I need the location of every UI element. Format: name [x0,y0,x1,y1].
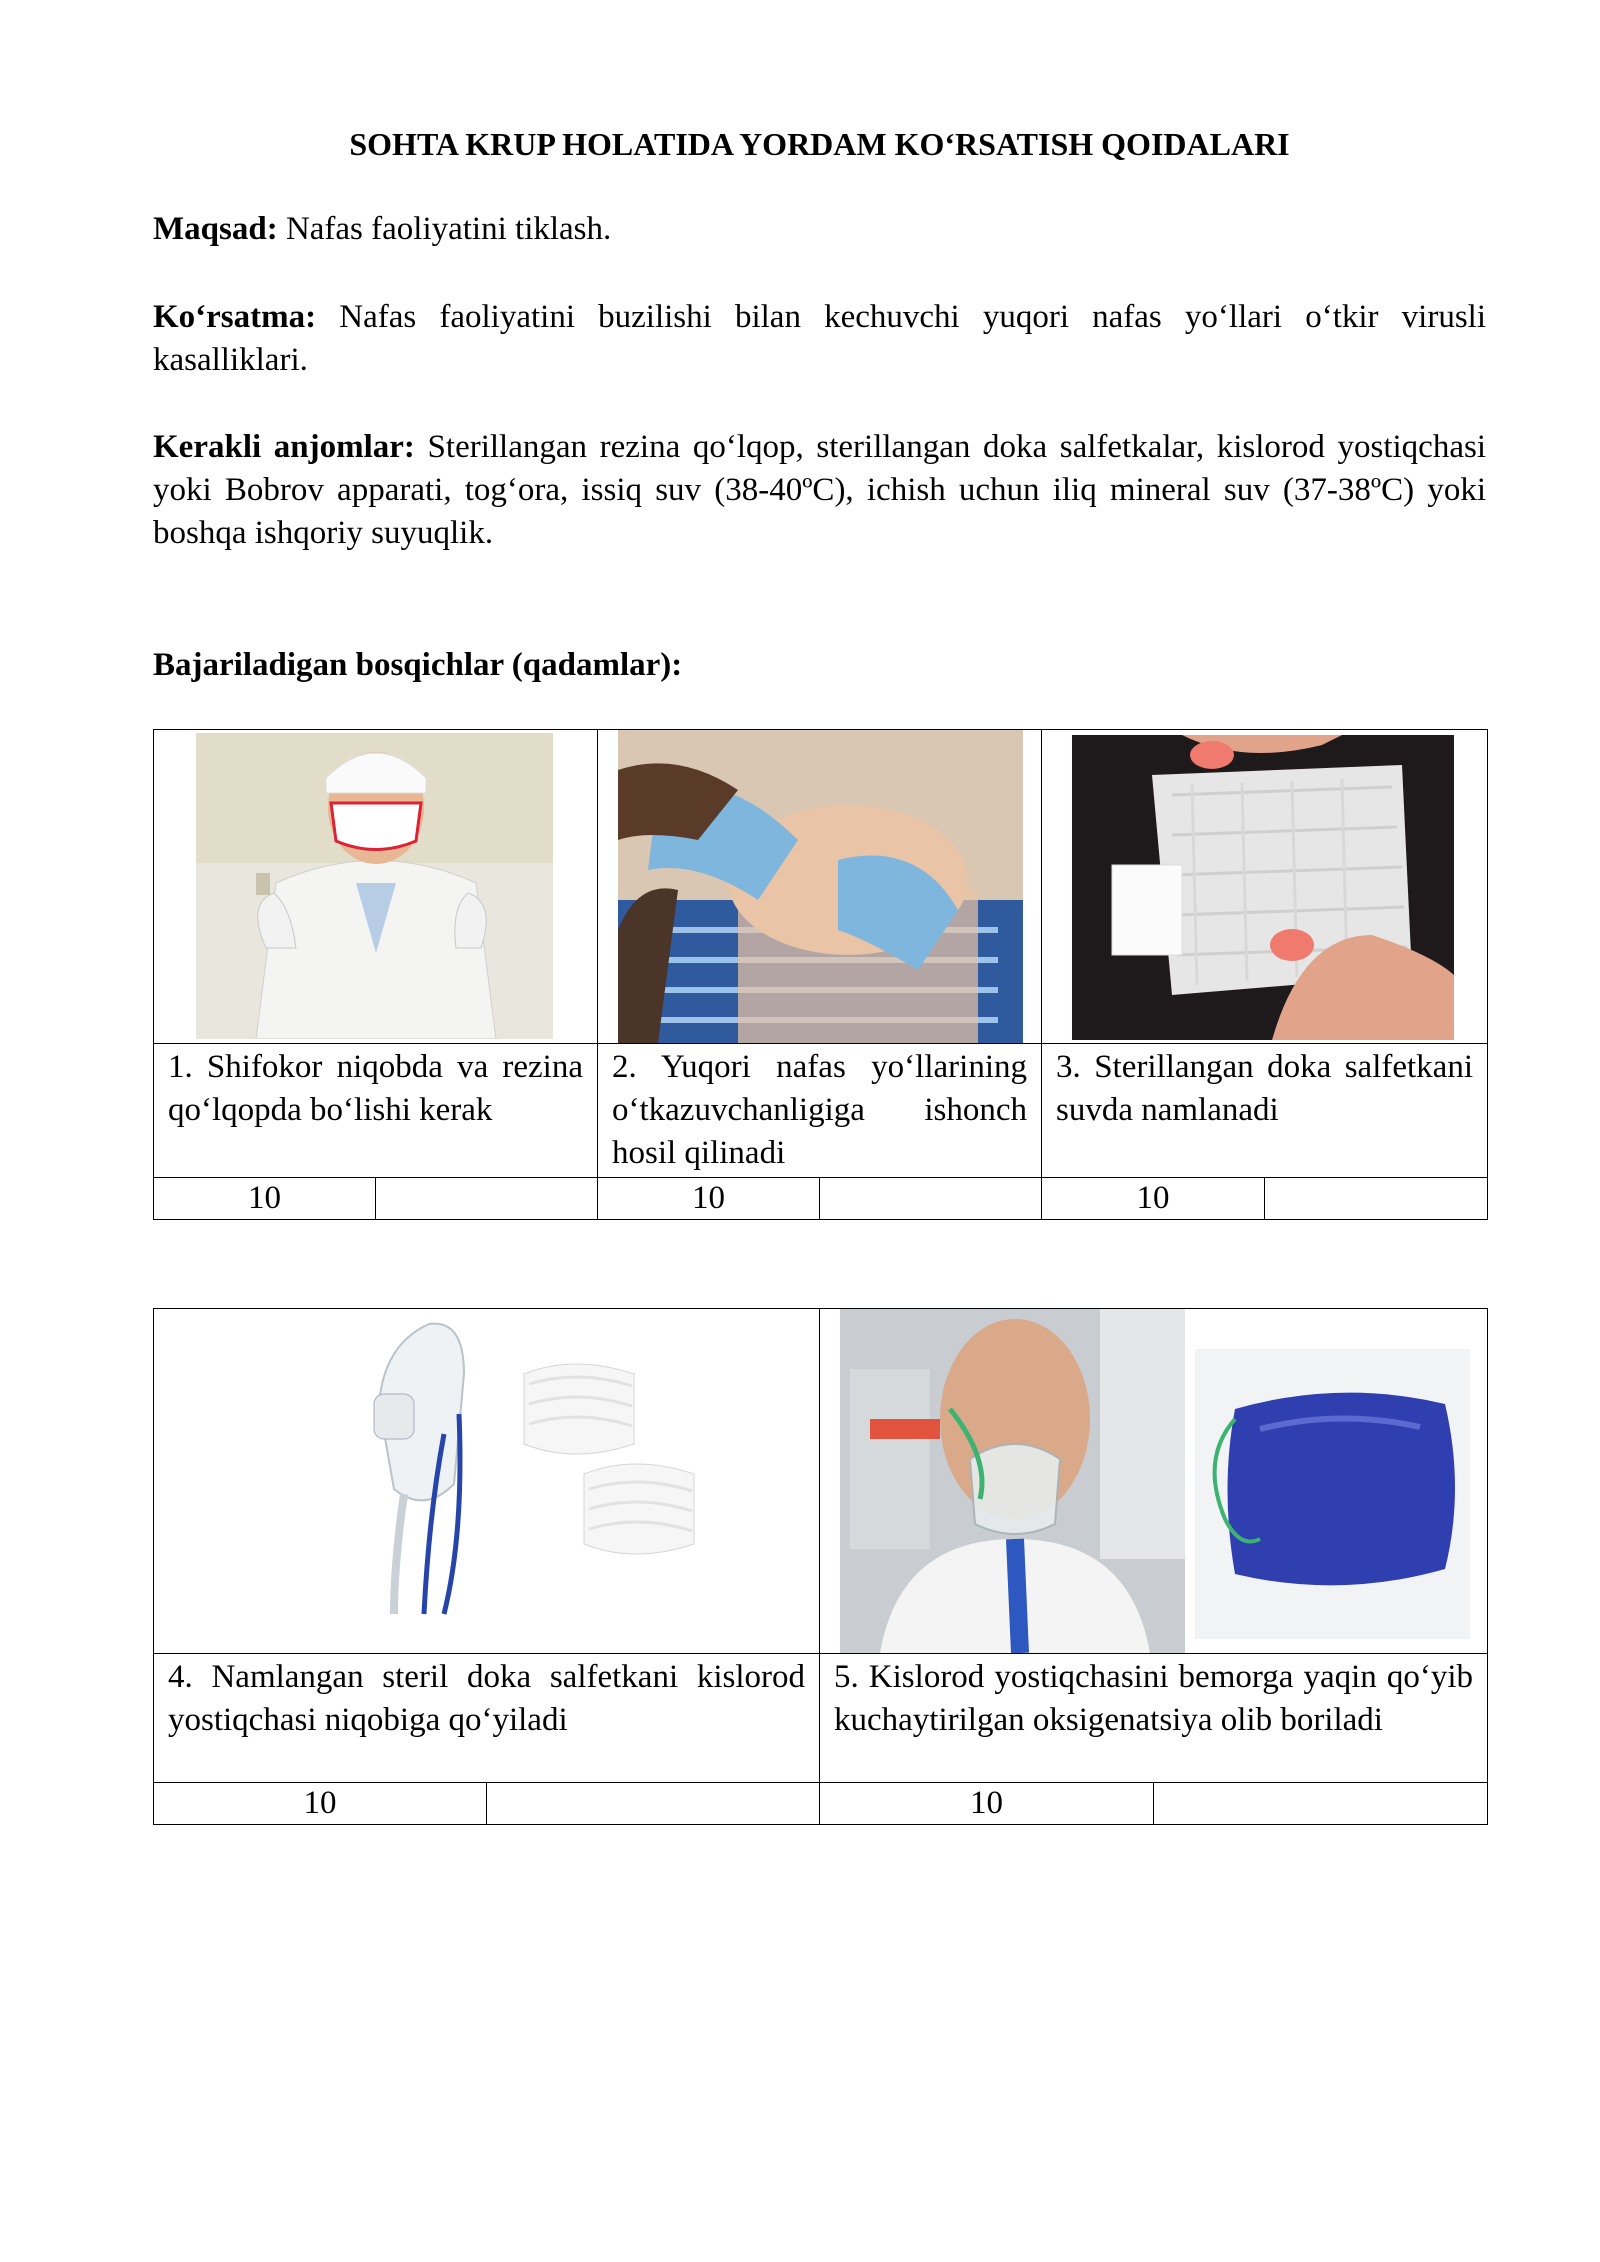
step-5-caption-cell [820,1654,1488,1783]
step-2-result-cell[interactable] [820,1178,1042,1220]
step-4-result-cell[interactable] [487,1783,820,1825]
doctor-mask-gloves-photo [196,733,553,1039]
indication-label: Ko‘rsatma: [153,299,317,335]
step-3-score: 10 [1042,1178,1265,1220]
step-4-caption: 4. Namlangan steril doka salfetkani kislorod yostiqchasi niqobiga qo‘yiladi [168,1659,805,1738]
step-3-caption: 3. Sterillangan doka salfetkani suvda namlanadi [1056,1049,1473,1128]
oxygen-mask-and-gauze-photo [334,1314,734,1634]
step-5-result-cell[interactable] [1154,1783,1488,1825]
steps-heading: Bajariladigan bosqichlar (qadamlar): [153,647,683,683]
step-1-score: 10 [154,1178,376,1220]
steps-table-1 [153,729,1488,1220]
step-3-image-cell [1042,730,1488,1044]
goal-text: Nafas faoliyatini tiklash. [277,211,612,247]
goal-label: Maqsad: [153,211,278,247]
step-4-image-cell [154,1309,820,1654]
step-4-caption-cell [154,1654,820,1783]
step-2-image-cell [598,730,1042,1044]
oxygen-pillow-photo [840,1309,1480,1653]
step-3-result-cell[interactable] [1265,1178,1488,1220]
step-4-score: 10 [154,1783,487,1825]
step-5-caption: 5. Kislorod yostiqchasini bemorga yaqin qo‘yib kuchaytirilgan oksigenatsiya olib boriladi [834,1659,1473,1738]
gauze-wetting-photo [1072,735,1454,1040]
step-2-caption-cell [598,1044,1042,1178]
step-1-caption-cell [154,1044,598,1178]
airway-check-manikin-photo [618,730,1023,1043]
step-3-caption-cell [1042,1044,1488,1178]
equipment-text: Sterillangan rezina qo‘lqop, sterillangan doka salfetkalar, kislorod yostiqchasi yoki Bobrov apparati, tog‘ora, issiq suv (38-40ºC), ichish uchun iliq mineral suv (37-38ºC) yoki boshqa ishqoriy suyuqlik. [153,429,1486,551]
goal-paragraph [153,208,1486,251]
step-5-image-cell [820,1309,1488,1654]
step-1-result-cell[interactable] [376,1178,598,1220]
step-2-score: 10 [598,1178,820,1220]
indication-paragraph [153,296,1486,382]
steps-table-2 [153,1308,1488,1825]
step-2-caption: 2. Yuqori nafas yo‘llarining o‘tkazuvchanligiga ishonch hosil qilinadi [612,1049,1027,1171]
page-title: SOHTA KRUP HOLATIDA YORDAM KO‘RSATISH QOIDALARI [349,126,1290,162]
step-5-score: 10 [820,1783,1154,1825]
equipment-label: Kerakli anjomlar: [153,429,415,465]
equipment-paragraph [153,426,1486,555]
step-1-image-cell [154,730,598,1044]
indication-text: Nafas faoliyatini buzilishi bilan kechuvchi yuqori nafas yo‘llari o‘tkir virusli kasalliklari. [153,299,1486,378]
step-1-caption: 1. Shifokor niqobda va rezina qo‘lqopda bo‘lishi kerak [168,1049,583,1128]
